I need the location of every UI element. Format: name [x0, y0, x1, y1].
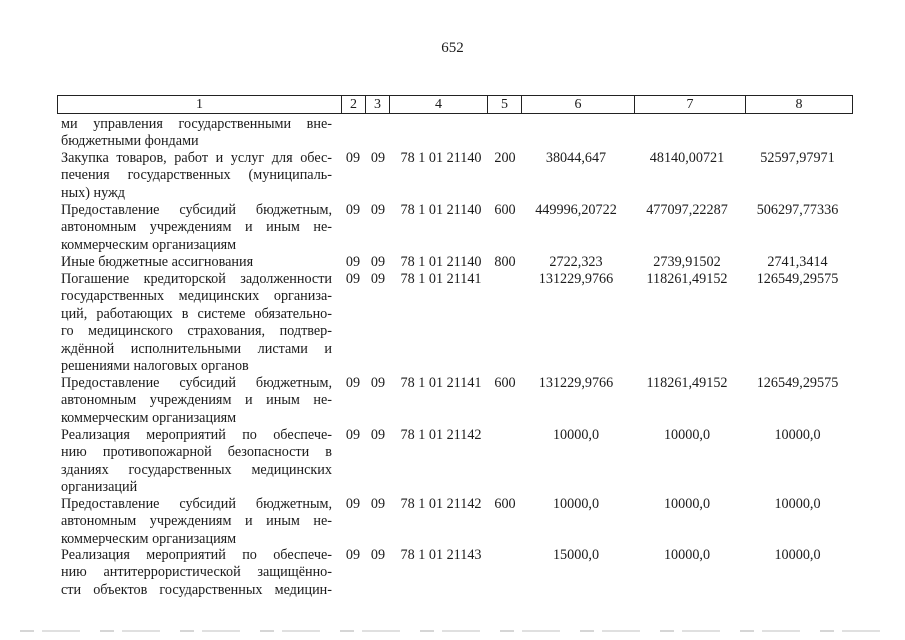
row-name: [61, 271, 332, 375]
row-name-line: нию антитеррористической защищённо-: [61, 564, 332, 581]
cell-amount-col7: 10000,0: [663, 496, 711, 512]
cell-amount-col8: 126549,29575: [756, 271, 839, 287]
cell-amount-col6: 131229,9766: [538, 271, 614, 287]
row-name-line: автономным учреждениям и иным не-: [61, 392, 332, 409]
cell-amount-col7: 10000,0: [663, 547, 711, 563]
cell-target-article: 78 1 01 21140: [400, 150, 482, 166]
header-col-5: 5: [487, 96, 521, 113]
row-name-line: Реализация мероприятий по обеспече-: [61, 547, 332, 563]
cell-expense-type: 200: [494, 150, 516, 166]
row-name-line: ми управления государственными вне-: [61, 116, 332, 132]
cell-expense-type: 600: [494, 202, 516, 218]
row-name-line: организаций: [61, 479, 138, 496]
cell-section: 09: [345, 547, 361, 563]
cell-target-article: 78 1 01 21142: [400, 496, 482, 512]
row-name: [61, 116, 332, 151]
header-col-8: 8: [745, 96, 852, 113]
cell-amount-col7: 118261,49152: [646, 271, 728, 287]
row-name-line: Предоставление субсидий бюджетным,: [61, 202, 332, 218]
cell-amount-col6: 38044,647: [545, 150, 607, 166]
cell-section: 09: [345, 254, 361, 270]
row-name-line: коммерческим организациям: [61, 236, 237, 253]
page-number: 652: [441, 40, 464, 56]
row-name: [61, 254, 332, 271]
row-name-line: Закупка товаров, работ и услуг для обес-: [61, 150, 332, 166]
row-name-line: го медицинского страхования, подтвер-: [61, 323, 332, 340]
cell-amount-col8: 10000,0: [774, 427, 821, 443]
cell-subsection: 09: [370, 547, 386, 563]
cell-amount-col6: 15000,0: [552, 547, 600, 563]
row-name-line: ждённой исполнительными листами и: [61, 340, 332, 357]
cell-amount-col8: 10000,0: [774, 496, 821, 512]
cell-subsection: 09: [370, 150, 386, 166]
cell-amount-col8: 52597,97971: [760, 150, 835, 166]
cell-target-article: 78 1 01 21141: [400, 271, 482, 287]
cell-amount-col8: 10000,0: [774, 547, 821, 563]
cell-target-article: 78 1 01 21143: [400, 547, 482, 563]
cell-target-article: 78 1 01 21141: [400, 375, 482, 391]
row-name-line: Иные бюджетные ассигнования: [61, 254, 254, 270]
cell-section: 09: [345, 150, 361, 166]
row-name-line: автономным учреждениям и иным не-: [61, 513, 332, 530]
cell-expense-type: 600: [494, 375, 516, 391]
row-name: [61, 150, 332, 202]
cell-section: 09: [345, 427, 361, 443]
cell-expense-type: 600: [494, 496, 516, 512]
cell-subsection: 09: [370, 496, 386, 512]
scan-edge-artifact: [20, 630, 880, 632]
cell-amount-col6: 10000,0: [552, 427, 600, 443]
row-name-line: ных) нужд: [61, 184, 126, 201]
row-name-line: печения государственных (муниципаль-: [61, 167, 332, 184]
cell-amount-col6: 2722,323: [549, 254, 603, 270]
cell-amount-col8: 126549,29575: [756, 375, 839, 391]
row-name: [61, 496, 332, 548]
cell-section: 09: [345, 271, 361, 287]
cell-target-article: 78 1 01 21140: [400, 202, 482, 218]
cell-amount-col8: 506297,77336: [756, 202, 839, 218]
cell-amount-col7: 10000,0: [663, 427, 711, 443]
row-name-line: нию противопожарной безопасности в: [61, 444, 332, 461]
row-name: [61, 202, 332, 254]
row-name-line: коммерческим организациям: [61, 530, 237, 547]
header-col-1: 1: [196, 97, 203, 112]
row-name-line: бюджетными фондами: [61, 133, 199, 150]
row-name-line: Погашение кредиторской задолженности: [61, 271, 332, 287]
row-name-line: ций, работающих в системе обязательно-: [61, 305, 332, 322]
cell-subsection: 09: [370, 271, 386, 287]
row-name-line: сти объектов государственных медицин-: [61, 581, 332, 598]
cell-section: 09: [345, 202, 361, 218]
row-name-line: Предоставление субсидий бюджетным,: [61, 496, 332, 512]
row-name-line: решениями налоговых органов: [61, 358, 249, 375]
cell-subsection: 09: [370, 427, 386, 443]
cell-amount-col7: 48140,00721: [649, 150, 725, 166]
header-col-4: 4: [389, 96, 487, 113]
header-col-6: 6: [521, 96, 634, 113]
header-col-7: 7: [634, 96, 745, 113]
cell-target-article: 78 1 01 21140: [400, 254, 482, 270]
row-name-line: государственных медицинских организа-: [61, 288, 332, 305]
cell-amount-col7: 118261,49152: [646, 375, 728, 391]
cell-subsection: 09: [370, 375, 386, 391]
row-name: [61, 427, 332, 497]
cell-amount-col7: 477097,22287: [646, 202, 728, 218]
cell-subsection: 09: [370, 254, 386, 270]
cell-amount-col6: 449996,20722: [535, 202, 617, 218]
cell-amount-col8: 2741,3414: [767, 254, 828, 270]
cell-amount-col7: 2739,91502: [653, 254, 721, 270]
row-name: [61, 375, 332, 427]
cell-expense-type: 800: [494, 254, 516, 270]
cell-target-article: 78 1 01 21142: [400, 427, 482, 443]
row-name-line: зданиях государственных медицинских: [61, 461, 332, 478]
cell-section: 09: [345, 375, 361, 391]
cell-subsection: 09: [370, 202, 386, 218]
header-col-2: 2: [341, 96, 365, 113]
header-col-3: 3: [365, 96, 389, 113]
row-name-line: Предоставление субсидий бюджетным,: [61, 375, 332, 391]
row-name-line: Реализация мероприятий по обеспече-: [61, 427, 332, 443]
cell-amount-col6: 131229,9766: [538, 375, 614, 391]
row-name: [61, 547, 332, 599]
row-name-line: автономным учреждениям и иным не-: [61, 219, 332, 236]
cell-amount-col6: 10000,0: [552, 496, 600, 512]
cell-section: 09: [345, 496, 361, 512]
row-name-line: коммерческим организациям: [61, 409, 237, 426]
